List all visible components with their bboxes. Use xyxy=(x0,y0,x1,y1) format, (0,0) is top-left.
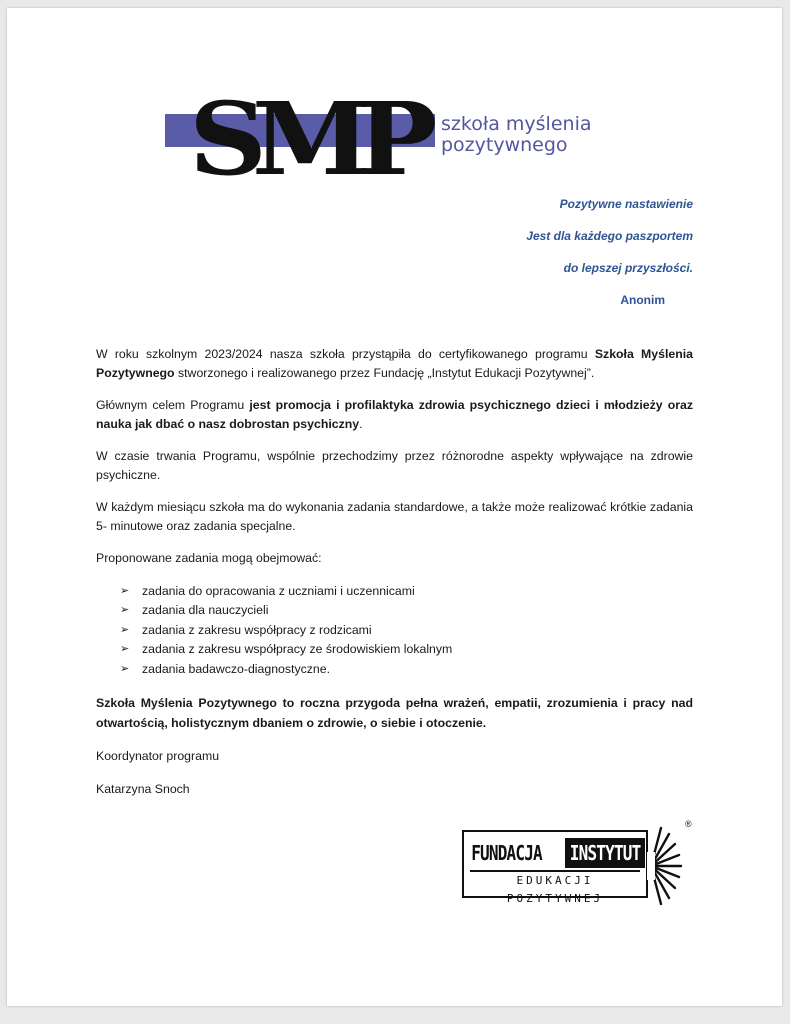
arrow-bullet-icon: ➢ xyxy=(120,643,130,655)
task-text: zadania z zakresu współpracy z rodzicami xyxy=(142,622,372,637)
goal-text-a: Głównym celem Programu xyxy=(96,398,250,412)
task-text: zadania do opracowania z uczniami i uczennicami xyxy=(142,583,415,598)
coordinator-name: Katarzyna Snoch xyxy=(96,781,190,796)
task-text: zadania dla nauczycieli xyxy=(142,603,269,617)
intro-text-a: W roku szkolnym 2023/2024 nasza szkoła przystąpiła do certyfikowanego programu xyxy=(96,347,595,361)
paragraph-monthly-tasks: W każdym miesiącu szkoła ma do wykonania zadania standardowe, a także może realizować krótkie zadania 5- minutowe oraz zadania specjalne. xyxy=(96,500,693,533)
arrow-bullet-icon: ➢ xyxy=(120,584,130,597)
closing-statement: Szkoła Myślenia Pozytywnego to roczna przygoda pełna wrażeń, empatii, zrozumienia i pracy nad otwartością, holistycznym dbaniem o zdrowie, o siebie i otoczenie. xyxy=(96,696,693,730)
document-page xyxy=(7,8,782,1006)
goal-text-bold: jest promocja i profilaktyka zdrowia psychicznego dzieci i młodzieży oraz nauka jak dbać o nasz dobrostan psychiczny xyxy=(96,398,693,431)
task-text: zadania z zakresu współpracy ze środowiskiem lokalnym xyxy=(142,642,453,656)
foundation-word-edukacji: EDUKACJI POZYTYWNEJ xyxy=(470,870,640,890)
logo-subtitle-line2: pozytywnego xyxy=(441,134,568,156)
intro-program-name: Szkoła Myślenia Pozytywnego xyxy=(96,347,693,380)
list-item xyxy=(120,601,693,621)
sunburst-rays-icon xyxy=(647,826,683,906)
arrow-bullet-icon: ➢ xyxy=(120,623,130,636)
list-item xyxy=(120,640,693,660)
foundation-logo-top xyxy=(468,838,665,868)
main-text xyxy=(96,345,693,812)
registered-mark: ® xyxy=(685,819,692,829)
task-text: zadania badawczo-diagnostyczne. xyxy=(142,661,330,676)
quote-line-2: Jest dla każdego paszportem xyxy=(526,229,693,243)
goal-text-b: . xyxy=(359,416,363,431)
quote-line-1: Pozytywne nastawienie xyxy=(559,197,693,211)
smp-logo-letters: SMP xyxy=(189,80,423,198)
intro-text-b: stworzonego i realizowanego przez Fundację „Instytut Edukacji Pozytywnej”. xyxy=(174,365,595,380)
paragraph-aspects: W czasie trwania Programu, wspólnie przechodzimy przez różnorodne aspekty wpływające na zdrowie psychiczne. xyxy=(96,449,693,482)
task-list xyxy=(96,582,693,680)
list-item xyxy=(120,582,693,602)
coordinator-label: Koordynator programu xyxy=(96,749,220,763)
logo-subtitle xyxy=(441,114,592,156)
foundation-logo xyxy=(462,830,648,905)
paragraph-goal xyxy=(96,396,693,433)
arrow-bullet-icon: ➢ xyxy=(120,604,130,616)
list-item xyxy=(120,660,693,680)
paragraph-tasks-intro: Proponowane zadania mogą obejmować: xyxy=(96,551,322,565)
quote-author: Anonim xyxy=(620,293,665,307)
paragraph-intro xyxy=(96,345,693,382)
quote-block xyxy=(393,196,693,324)
foundation-word-fundacja: FUNDACJA xyxy=(471,841,542,865)
list-item xyxy=(120,621,693,641)
quote-line-3: do lepszej przyszłości. xyxy=(563,261,693,275)
arrow-bullet-icon: ➢ xyxy=(120,662,130,675)
foundation-word-instytut: INSTYTUT xyxy=(565,838,645,868)
logo-subtitle-line1: szkoła myślenia xyxy=(441,113,592,135)
